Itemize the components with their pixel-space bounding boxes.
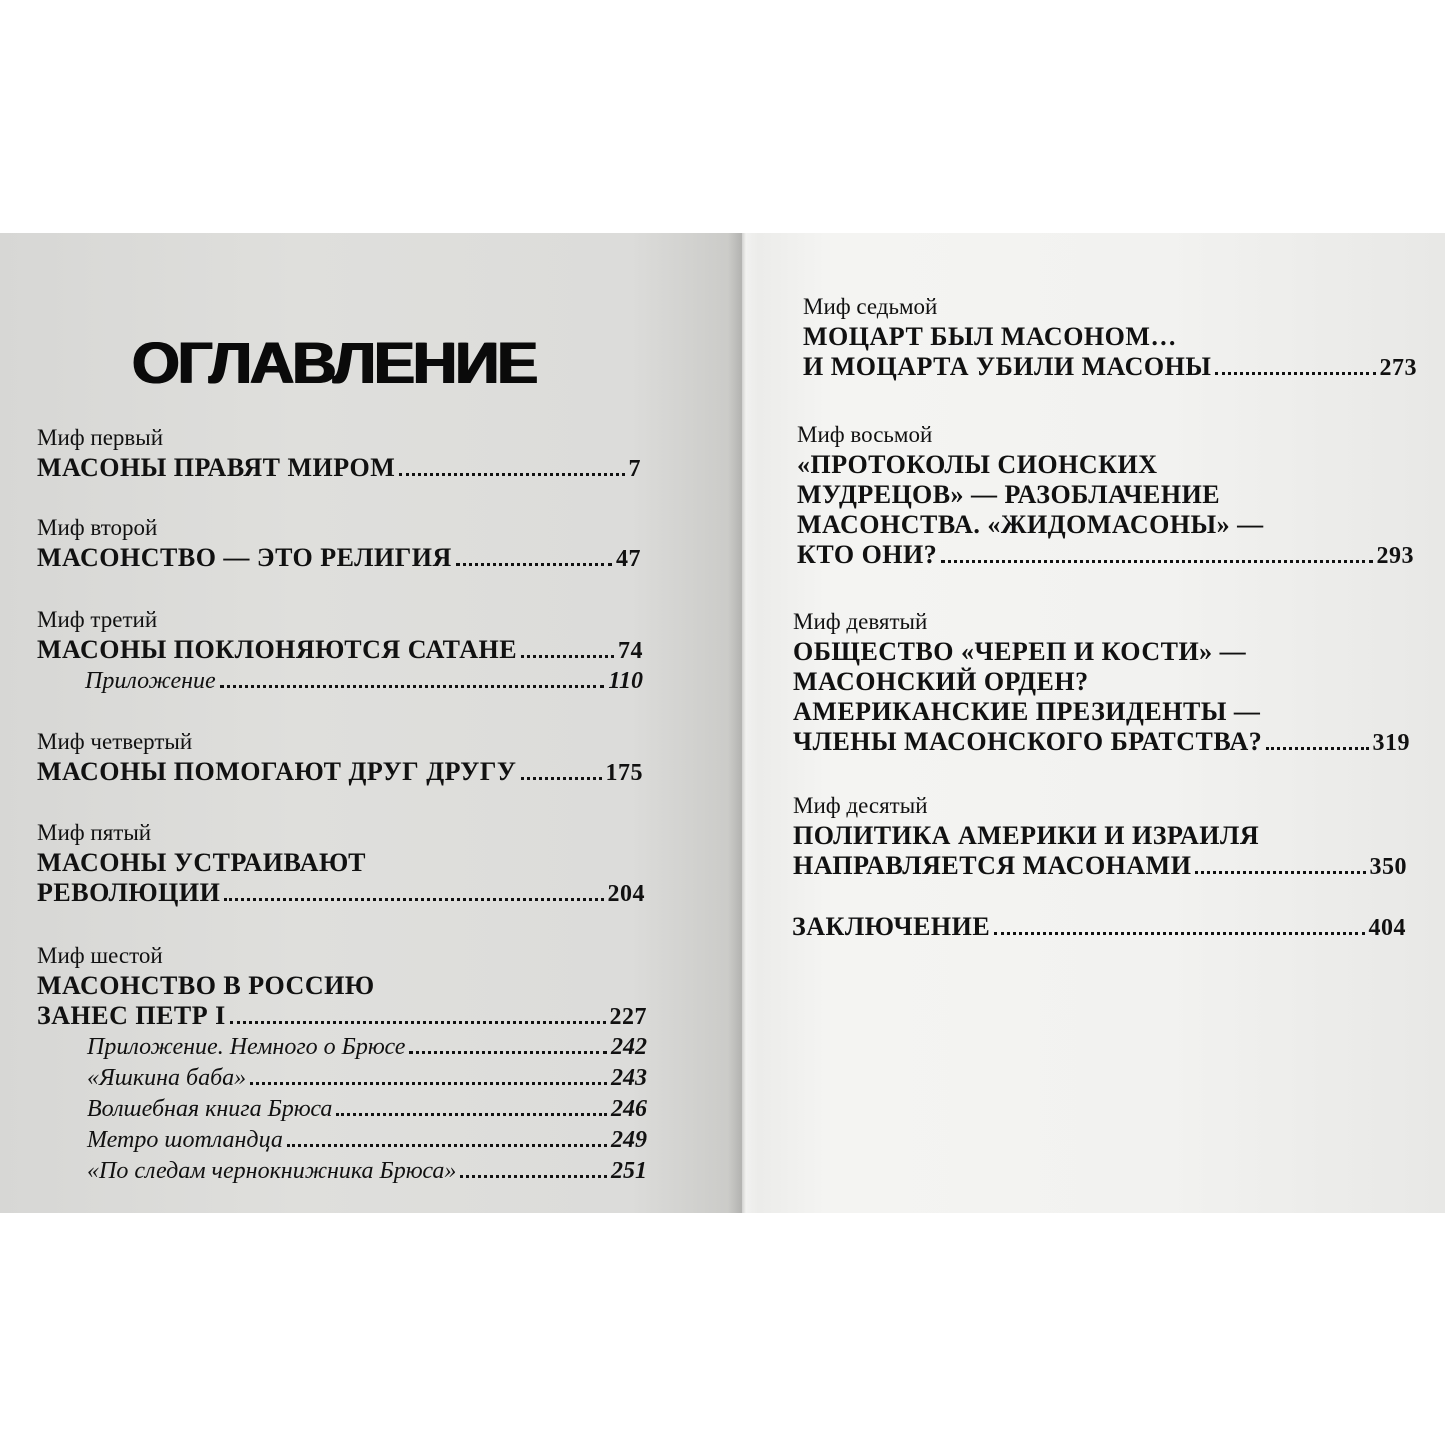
- page-number: 251: [611, 1158, 647, 1184]
- entry-title-line: НАПРАВЛЯЕТСЯ МАСОНАМИ: [793, 851, 1192, 880]
- entry-title-line: АМЕРИКАНСКИЕ ПРЕЗИДЕНТЫ —: [793, 697, 1261, 726]
- toc-row[interactable]: [37, 878, 645, 909]
- page-number: 243: [611, 1065, 647, 1091]
- page-number: 319: [1372, 730, 1410, 756]
- myth-label: Миф восьмой: [797, 422, 933, 447]
- entry-title: МАСОНЫ ПРАВЯТ МИРОМ: [37, 453, 396, 482]
- sub-title: «Яшкина баба»: [87, 1065, 247, 1091]
- toc-subrow[interactable]: [37, 1063, 647, 1094]
- page-number: 110: [608, 668, 643, 694]
- entry-title-line: ЗАНЕС ПЕТР I: [37, 1001, 226, 1030]
- page-number: 74: [618, 638, 643, 664]
- page-number: 249: [611, 1127, 647, 1153]
- myth-label: Миф пятый: [37, 820, 152, 845]
- leader-dots: [456, 563, 612, 566]
- entry-title: ЗАКЛЮЧЕНИЕ: [792, 912, 991, 941]
- entry-title-line: РЕВОЛЮЦИИ: [37, 878, 221, 907]
- entry-title-line: ОБЩЕСТВО «ЧЕРЕП И КОСТИ» —: [793, 637, 1247, 666]
- toc-subrow[interactable]: [37, 1125, 647, 1156]
- entry-title-line: МУДРЕЦОВ» — РАЗОБЛАЧЕНИЕ: [797, 480, 1221, 509]
- myth-label: Миф четвертый: [37, 729, 193, 754]
- entry-title: МАСОНЫ ПОМОГАЮТ ДРУГ ДРУГУ: [37, 757, 517, 786]
- leader-dots: [521, 655, 614, 658]
- toc-entry-myth1: [37, 423, 641, 484]
- page-number: 47: [616, 546, 641, 572]
- leader-dots: [220, 685, 605, 688]
- sub-title: Волшебная книга Брюса: [87, 1096, 333, 1122]
- leader-dots: [224, 898, 603, 901]
- entry-title-line: МАСОНСТВА. «ЖИДОМАСОНЫ» —: [797, 510, 1264, 539]
- leader-dots: [1195, 871, 1365, 874]
- entry-title-line: МАСОНЫ УСТРАИВАЮТ: [37, 848, 366, 877]
- myth-label: Миф второй: [37, 515, 158, 540]
- sub-title: Приложение: [85, 668, 216, 694]
- toc-row[interactable]: [793, 851, 1407, 882]
- toc-row[interactable]: [37, 453, 641, 484]
- leader-dots: [1215, 372, 1375, 375]
- leader-dots: [460, 1175, 607, 1178]
- sub-title: Приложение. Немного о Брюсе: [87, 1034, 406, 1060]
- toc-subrow[interactable]: [37, 666, 643, 697]
- toc-entry-myth10: [793, 791, 1407, 882]
- entry-title-line: «ПРОТОКОЛЫ СИОНСКИХ: [797, 450, 1158, 479]
- toc-row[interactable]: [37, 757, 643, 788]
- toc-entry-myth9: [793, 607, 1410, 758]
- myth-label: Миф седьмой: [803, 294, 938, 319]
- page-number: 204: [607, 881, 645, 907]
- toc-entry-myth3: [37, 605, 643, 697]
- page-number: 404: [1368, 915, 1406, 941]
- toc-row[interactable]: [803, 352, 1417, 383]
- toc-entry-myth6: [37, 941, 647, 1187]
- toc-heading: ОГЛАВЛЕНИЕ: [132, 331, 537, 396]
- leader-dots: [994, 932, 1364, 935]
- page-number: 175: [605, 760, 643, 786]
- toc-row[interactable]: [37, 1001, 647, 1032]
- entry-title-line: МОЦАРТ БЫЛ МАСОНОМ…: [803, 322, 1177, 351]
- myth-label: Миф первый: [37, 425, 164, 450]
- page-number: 350: [1369, 854, 1407, 880]
- toc-entry-myth5: [37, 818, 645, 909]
- book-gutter: [728, 233, 758, 1213]
- toc-subrow[interactable]: [37, 1094, 647, 1125]
- leader-dots: [399, 473, 624, 476]
- sub-title: «По следам чернокнижника Брюса»: [87, 1158, 457, 1184]
- entry-title-line: КТО ОНИ?: [797, 540, 938, 569]
- entry-title-line: ПОЛИТИКА АМЕРИКИ И ИЗРАИЛЯ: [793, 821, 1260, 850]
- toc-row[interactable]: [793, 727, 1410, 758]
- toc-entry-conclusion: [792, 912, 1406, 943]
- myth-label: Миф шестой: [37, 943, 163, 968]
- leader-dots: [287, 1144, 607, 1147]
- entry-title: МАСОНСТВО — ЭТО РЕЛИГИЯ: [37, 543, 452, 572]
- entry-title-line: МАСОНСТВО В РОССИЮ: [37, 971, 375, 1000]
- toc-entry-myth8: [797, 420, 1414, 571]
- entry-title-line: ЧЛЕНЫ МАСОНСКОГО БРАТСТВА?: [793, 727, 1263, 756]
- page-number: 242: [611, 1034, 647, 1060]
- page-number: 227: [609, 1004, 647, 1030]
- page-number: 246: [611, 1096, 647, 1122]
- sub-title: Метро шотландца: [87, 1127, 283, 1153]
- toc-subrow[interactable]: [37, 1032, 647, 1063]
- entry-title-line: МАСОНСКИЙ ОРДЕН?: [793, 667, 1089, 696]
- toc-subrow[interactable]: [37, 1156, 647, 1187]
- myth-label: Миф десятый: [793, 793, 928, 818]
- entry-title: МАСОНЫ ПОКЛОНЯЮТСЯ САТАНЕ: [37, 635, 518, 664]
- page-number: 7: [628, 456, 641, 482]
- toc-row[interactable]: [797, 540, 1414, 571]
- myth-label: Миф третий: [37, 607, 158, 632]
- entry-title-line: И МОЦАРТА УБИЛИ МАСОНЫ: [803, 352, 1212, 381]
- page-number: 273: [1379, 355, 1417, 381]
- toc-row[interactable]: [792, 912, 1406, 943]
- leader-dots: [336, 1113, 607, 1116]
- leader-dots: [941, 560, 1372, 563]
- myth-label: Миф девятый: [793, 609, 928, 634]
- leader-dots: [1266, 747, 1368, 750]
- toc-entry-myth2: [37, 513, 641, 574]
- toc-entry-myth4: [37, 727, 643, 788]
- page-number: 293: [1376, 543, 1414, 569]
- toc-entry-myth7: [803, 292, 1417, 383]
- leader-dots: [409, 1051, 607, 1054]
- leader-dots: [521, 777, 602, 780]
- leader-dots: [230, 1021, 606, 1024]
- toc-row[interactable]: [37, 635, 643, 666]
- toc-row[interactable]: [37, 543, 641, 574]
- leader-dots: [250, 1082, 607, 1085]
